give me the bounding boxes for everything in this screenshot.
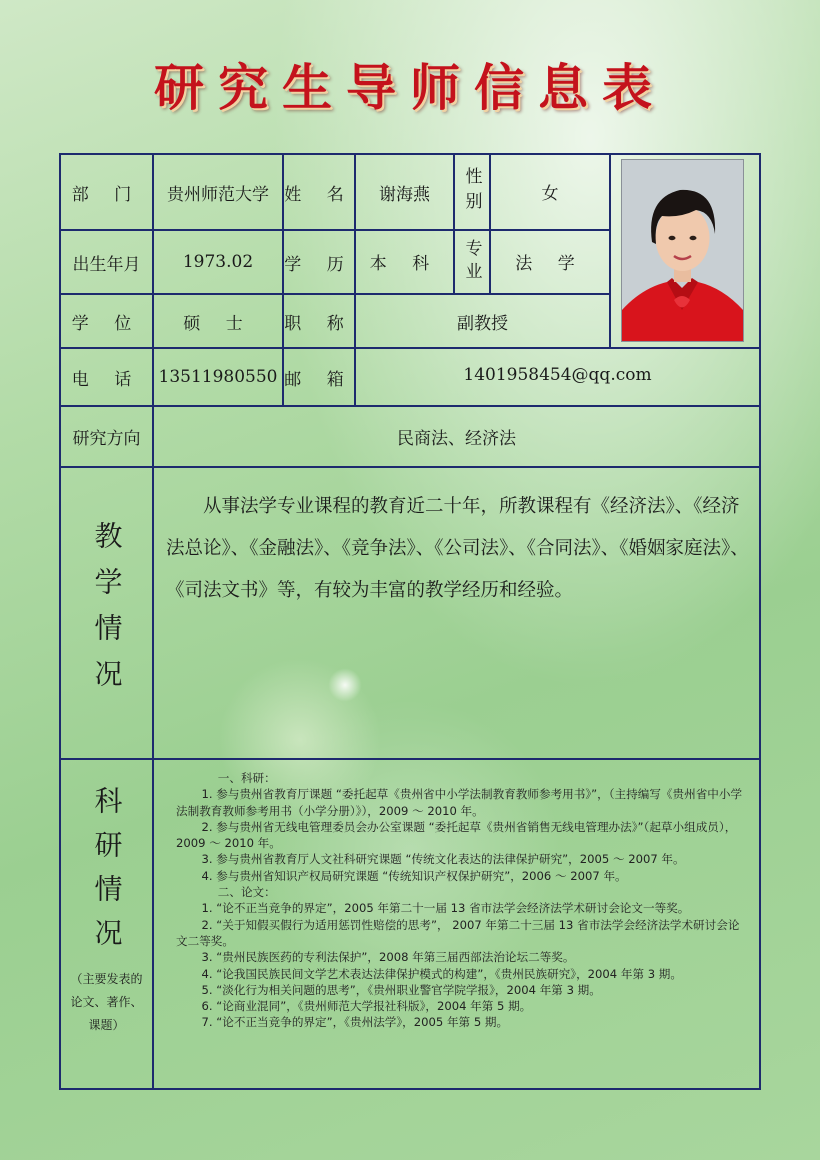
major-value: 法 学: [515, 254, 585, 274]
dept-label: 部 门: [71, 184, 142, 205]
portrait-image: [622, 160, 743, 341]
birth-value: 1973.02: [182, 252, 254, 272]
rank-value: 副教授: [457, 313, 508, 334]
edu-label: 学 历: [284, 254, 354, 275]
email-label: 邮 箱: [284, 369, 354, 390]
research-item: 2. 参与贵州省无线电管理委员会办公室课题 “委托起草《贵州省销售无线电管理办法》”（起草小组成员），2009 ～ 2010 年。: [176, 819, 737, 851]
table-border-right: [759, 153, 761, 1090]
dept-value: 贵州师范大学: [167, 184, 269, 205]
page-title: 研究生导师信息表: [154, 59, 666, 117]
research-item: 1. 参与贵州省教育厅课题 “委托起草《贵州省中小学法制教育教师参考用书》”，（主持编写《贵州省中小学法制教育教师参考用书（小学分册）》），2009 ～ 2010 年。: [176, 787, 743, 818]
phone-value: 13511980550: [158, 367, 278, 387]
degree-value: 硕 士: [183, 313, 253, 334]
research-note: （主要发表的论文、著作、课题）: [70, 972, 143, 1032]
paper-item: 1. “论不正当竞争的界定”，2005 年第二十一届 13 省市法学会经济法学术研讨会论文一等奖。: [201, 901, 690, 916]
gender-value: 女: [541, 184, 559, 204]
research-direction-label: 研究方向: [72, 429, 141, 449]
email-value: 1401958454@qq.com: [463, 365, 652, 385]
degree-label: 学 位: [71, 313, 142, 334]
rank-label: 职 称: [284, 313, 354, 334]
phone-label: 电 话: [71, 369, 142, 390]
col-line: [152, 153, 154, 1090]
portrait-photo: [622, 160, 743, 341]
research-list: [176, 770, 746, 1031]
name-label: 姓 名: [284, 184, 354, 205]
paper-item: 5. “淡化行为相关问题的思考”，《贵州职业警官学院学报》，2004 年第 3 期。: [201, 982, 601, 997]
paper-item: 4. “论我国民族民间文学艺术表达法律保护模式的构建”，《贵州民族研究》，2004 年第 3 期。: [201, 966, 682, 981]
research-item: 3. 参与贵州省教育厅人文社科研究课题 “传统文化表达的法律保护研究”，2005 ～ 2007 年。: [201, 852, 685, 867]
research-direction-value: 民商法、经济法: [397, 429, 516, 449]
research-section-heading: 一、科研：: [217, 771, 276, 785]
paper-item: 7. “论不正当竞争的界定”，《贵州法学》，2005 年第 5 期。: [201, 1015, 509, 1030]
paper-item: 6. “论商业混同”，《贵州师范大学报社科版》，2004 年第 5 期。: [201, 999, 532, 1014]
paper-item: 2. “关于知假买假行为适用惩罚性赔偿的思考”， 2007 年第二十三届 13 省市法学会经济法学术研讨会论文二等奖。: [176, 917, 740, 948]
major-label: 专业: [461, 239, 482, 285]
paper-item: 3. “贵州民族医药的专利法保护”，2008 年第三届西部法治论坛二等奖。: [201, 950, 575, 965]
table-border-bottom: [59, 1088, 761, 1090]
birth-label: 出生年月: [72, 254, 141, 275]
teaching-text: 从事法学专业课程的教育近二十年，所教课程有《经济法》、《经济法总论》、《金融法》、《竞争法》、《公司法》、《合同法》、《婚姻家庭法》、《司法文书》等，有较为丰富的教学经历和经验。: [166, 496, 749, 601]
research-label: 科研情况: [90, 786, 124, 962]
teaching-label: 教学情况: [90, 521, 124, 705]
research-item: 4. 参与贵州省知识产权局研究课题 “传统知识产权保护研究”，2006 ～ 2007 年。: [201, 868, 627, 883]
research-label-block: [61, 760, 152, 1088]
research-section-heading: 二、论文：: [217, 885, 276, 900]
row-line: [59, 758, 761, 760]
edu-value: 本 科: [369, 254, 440, 274]
col-line: [609, 153, 611, 347]
row-line: [59, 466, 761, 468]
name-value: 谢海燕: [379, 184, 430, 205]
gender-label: 性别: [461, 167, 482, 217]
